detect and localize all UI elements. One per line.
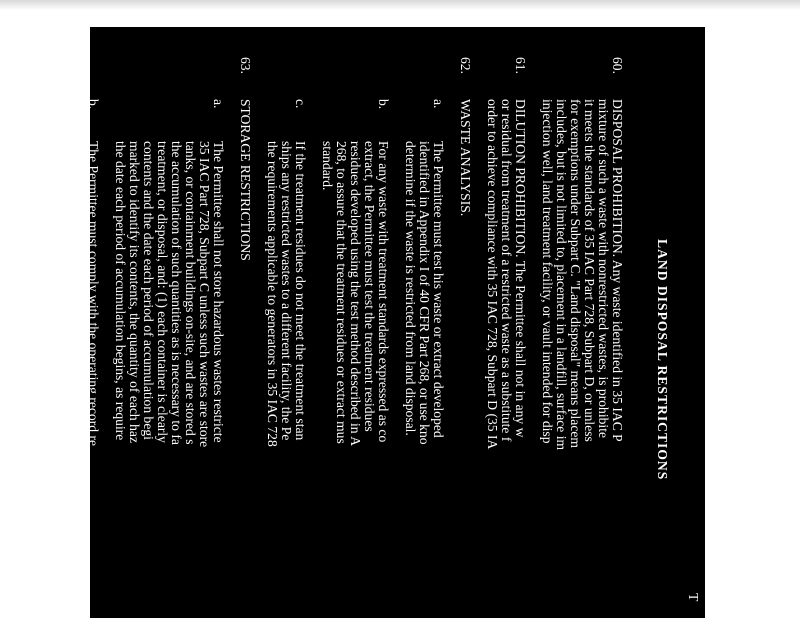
section-60-line-2: mixture of such a waste with nonrestricted wastes, is prohibite (596, 99, 611, 439)
page-identifier: T (686, 593, 701, 602)
item-63b-line-1: The Permittee must comply with the operating record re (86, 141, 101, 447)
item-63a-mark: a. (211, 99, 226, 109)
item-62a-line-1: The Permittee must test his waste or extract developed (431, 141, 446, 438)
page-title: LAND DISPOSAL RESTRICTIONS (655, 239, 670, 481)
section-60-line-4: for exemptions under Subpart C. "Land disposal" means placem (568, 99, 583, 448)
item-63a-line-7: marked to identify its contents, the quantity of each haz (127, 141, 142, 443)
section-number-60: 60. (610, 57, 625, 74)
document-text (72, 27, 705, 627)
item-62a-line-3: determine if the waste is restricted from land disposal. (403, 141, 418, 436)
section-number-62: 62. (458, 57, 473, 74)
item-62b-line-3: residues developed using the test method described in A (348, 141, 363, 447)
rotated-scan-area (72, 27, 705, 618)
item-63a-line-2: 35 IAC Part 728, Subpart C unless such wastes are store (197, 141, 212, 448)
section-number-63: 63. (238, 57, 253, 74)
item-62c-line-2: ships any restricted wastes to a different facility, the Pe (279, 141, 294, 441)
item-62b-line-5: standard. (320, 141, 335, 191)
section-number-61: 61. (513, 57, 528, 74)
item-63a-line-3: tanks, or containment buildings on-site, and are stored s (183, 141, 198, 445)
item-63a-line-1: The Permittee shall not store hazardous wastes restricte (211, 141, 226, 443)
section-60-line-3: it meets the standards of 35 IAC Part 728, Subpart D, or unless (582, 99, 597, 442)
item-63a-line-8: the date each period of accumulation begins, as require (113, 141, 128, 441)
item-62a-mark: a. (431, 99, 446, 109)
item-63a-line-4: the accumulation of such quantities as is necessary to fa (169, 141, 184, 445)
item-62b-line-4: 268, to assure that the treatment residues or extract mus (334, 141, 349, 444)
section-60-line-6: injection well, land treatment facility, or vault intended for disp (540, 99, 555, 444)
scan-edge-artifact (0, 0, 800, 10)
item-62c-line-1: If the treatment residues do not meet the treatment stan (293, 141, 308, 441)
section-60-line-5: includes, but is not limited to, placement in a landfill, surface im (554, 99, 569, 451)
item-62a-line-2: identified in Appendix I of 40 CFR Part 268, or use kno (417, 141, 432, 445)
item-62b-line-2: extract, the Permittee must test the treatment residues (362, 141, 377, 432)
item-62c-mark: c. (293, 99, 308, 109)
item-63a-line-6: contents and the date each period of accumulation begi (141, 141, 156, 440)
section-60-line-1: DISPOSAL PROHIBITION. Any waste identified in 35 IAC P (610, 99, 625, 442)
item-62b-line-1: For any waste with treatment standards expressed as co (376, 141, 391, 443)
item-63b-mark: b. (86, 99, 101, 110)
section-61-line-2: or residual from treatment of a restricted waste as a substitute f (499, 99, 514, 442)
item-62b-mark: b. (376, 99, 391, 110)
section-63-heading: STORAGE RESTRICTIONS (238, 99, 253, 261)
item-62c-line-3: the requirements applicable to generators in 35 IAC 728 (265, 141, 280, 447)
section-61-line-3: order to achieve compliance with 35 IAC 728, Subpart D (35 IA (485, 99, 500, 450)
item-63a-line-5: treatment, or disposal, and: (1) each container is clearly (155, 141, 170, 443)
section-62-heading: WASTE ANALYSIS. (458, 99, 473, 217)
section-61-line-1: DILUTION PROHIBITION. The Permittee shall not in any w (513, 99, 528, 438)
item-63b-line-2: 724.173. (72, 141, 87, 189)
